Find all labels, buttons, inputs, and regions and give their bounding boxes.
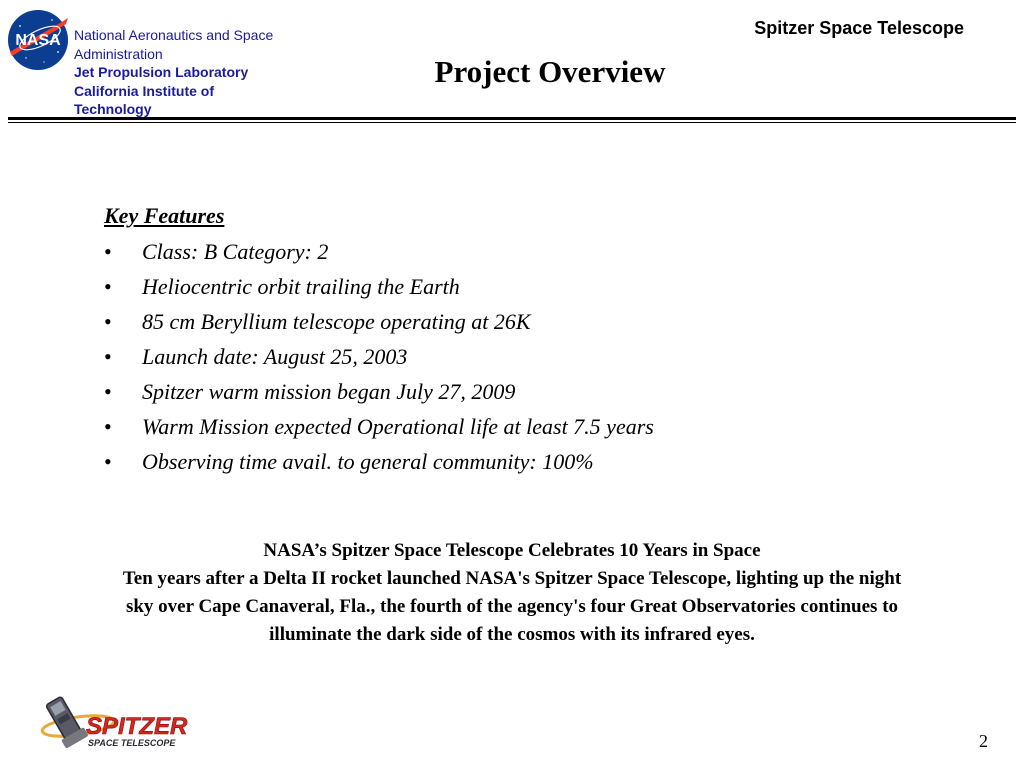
feature-text: 85 cm Beryllium telescope operating at 26K [142,309,531,334]
nasa-logo [6,8,70,72]
feature-text: Warm Mission expected Operational life at least 7.5 years [142,414,654,439]
feature-item [104,444,924,479]
org-line-technology: Technology [74,101,152,117]
feature-item [104,339,924,374]
bullet-glyph: • [104,239,112,264]
feature-item [104,269,924,304]
bullet-glyph: • [104,449,112,474]
news-block [40,537,984,649]
org-line-nasa: National Aeronautics and Space [74,27,274,43]
feature-text: Heliocentric orbit trailing the Earth [142,274,460,299]
news-body-line: sky over Cape Canaveral, Fla., the fourth of the agency's four Great Observatories continues to [125,596,899,617]
feature-item [104,409,924,444]
org-line-administration: Administration [74,45,163,62]
bullet-glyph: • [104,414,112,439]
news-headline: NASA’s Spitzer Space Telescope Celebrates 10 Years in Space [263,540,761,561]
header-divider [8,117,1016,120]
features-list [104,234,924,479]
org-line-caltech: California Institute of [74,82,214,99]
feature-text: Class: B Category: 2 [142,239,329,264]
nasa-logo-text: NASA [15,32,61,49]
organization-block [74,26,314,119]
page-number: 2 [979,731,988,751]
key-features-section [104,200,924,479]
spitzer-logo-subtext: SPACE TELESCOPE [88,738,176,748]
feature-item [104,374,924,409]
bullet-glyph: • [104,274,112,299]
feature-text: Observing time avail. to general community: 100% [142,449,594,474]
project-name: Spitzer Space Telescope [754,18,964,38]
feature-text: Launch date: August 25, 2003 [142,344,408,369]
bullet-glyph: • [104,344,112,369]
feature-item [104,304,924,339]
news-body-line: Ten years after a Delta II rocket launched NASA's Spitzer Space Telescope, lighting up the night [122,568,902,589]
features-heading: Key Features [104,203,225,228]
slide-title: Project Overview [434,54,666,89]
news-body-line: illuminate the dark side of the cosmos with its infrared eyes. [269,624,755,645]
org-line-jpl: Jet Propulsion Laboratory [74,64,249,80]
feature-text: Spitzer warm mission began July 27, 2009 [142,379,516,404]
feature-item [104,234,924,269]
spitzer-logo-text: SPITZER [86,713,188,740]
header-divider-thin [8,122,1016,123]
bullet-glyph: • [104,379,112,404]
bullet-glyph: • [104,309,112,334]
spitzer-logo [38,690,198,754]
